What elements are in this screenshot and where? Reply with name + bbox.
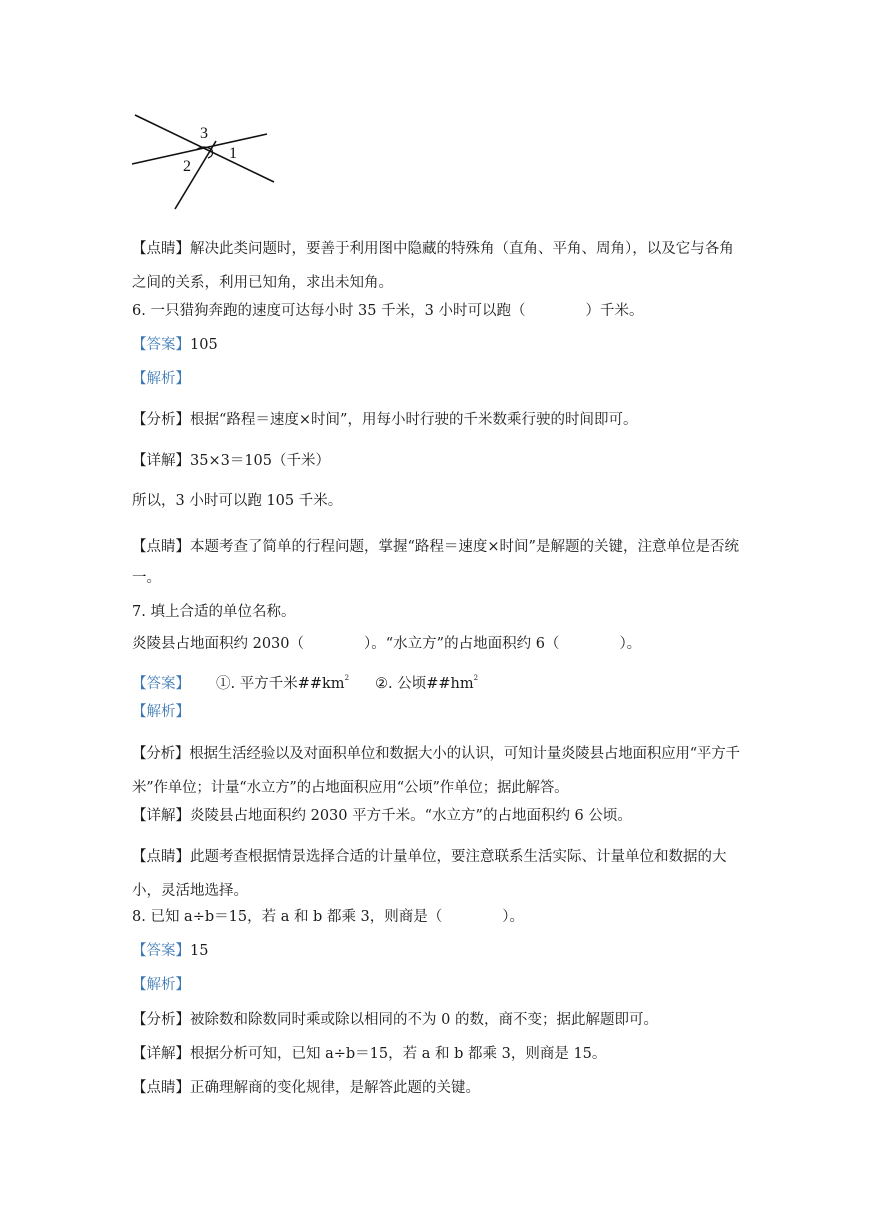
q8-question-start: 8. 已知 a÷b＝15，若 a 和 b 都乘 3，则商是（ [132,909,443,925]
intersecting-lines-figure [128,108,280,214]
q7-tip [132,840,742,908]
answer-tag: 【答案】 [132,676,190,692]
answer-2: ②. 公顷##hm [375,676,474,692]
answer-tag: 【答案】 [132,337,190,353]
q8-tip [132,1078,480,1098]
q7-question: 7. 填上合适的单位名称。 [132,604,296,620]
q6-question-start: 6. 一只猎狗奔跑的速度可达每小时 35 千米，3 小时可以跑（ [132,303,526,319]
tip-text: 正确理解商的变化规律，是解答此题的关键。 [190,1080,480,1096]
q7-sub-start: 炎陵县占地面积约 2030（ [132,636,305,652]
detail-text: 35×3＝105（千米） [190,453,331,469]
angle-label-1: 1 [229,145,237,162]
fenxi-text: 根据生活经验以及对面积单位和数据大小的认识，可知计量炎陵县占地面积应用“平方千米”作单位；计量“水立方”的占地面积应用“公顷”作单位；据此解答。 [132,746,740,796]
detail-tag: 【详解】 [132,808,190,824]
answer-1-superscript: 2 [344,674,350,682]
answer-value: 105 [190,337,218,353]
q7-answer [132,668,478,694]
fenxi-tag: 【分析】 [132,412,190,428]
q7-analysis-tag: 【解析】 [132,704,190,720]
answer-tag: 【答案】 [132,943,190,959]
tip-text: 此题考查根据情景选择合适的计量单位，要注意联系生活实际、计量单位和数据的大小，灵活地选择。 [132,849,727,899]
q6-fenxi [132,410,637,430]
q8-analysis-tag: 【解析】 [132,977,190,993]
q8-question [132,907,524,927]
fenxi-tag: 【分析】 [132,1012,190,1028]
fenxi-text: 被除数和除数同时乘或除以相同的不为 0 的数，商不变；据此解题即可。 [190,1012,658,1028]
fenxi-tag: 【分析】 [132,746,190,762]
tip-tag: 【点睛】 [132,1080,190,1096]
q8-question-end: ）。 [502,909,525,925]
answer-2-superscript: 2 [473,674,479,682]
q7-fenxi [132,737,742,805]
tip-tag: 【点睛】 [132,241,190,257]
q8-detail [132,1044,606,1064]
q6-tip [132,532,742,594]
angle-label-2: 2 [183,158,191,175]
q6-analysis-tag: 【解析】 [132,371,190,387]
answer-value: 15 [190,943,209,959]
q8-answer [132,941,208,961]
angle-label-3: 3 [200,125,208,142]
q8-fenxi [132,1010,658,1030]
line-steep [175,141,216,209]
q7-detail [132,806,632,826]
q7-subquestion [132,634,641,654]
tip-tag: 【点睛】 [132,539,190,555]
q7-sub-end: ）。 [619,636,642,652]
q6-conclusion: 所以，3 小时可以跑 105 千米。 [132,493,343,509]
detail-text: 根据分析可知，已知 a÷b＝15，若 a 和 b 都乘 3，则商是 15。 [190,1046,607,1062]
tip-text: 解决此类问题时，要善于利用图中隐藏的特殊角（直角、平角、周角），以及它与各角之间的关系，利用已知角，求出未知角。 [132,241,734,291]
q6-question-end: ）千米。 [585,303,644,319]
q6-question [132,301,643,321]
q5-tip [132,232,742,300]
detail-tag: 【详解】 [132,1046,190,1062]
q6-answer [132,335,218,355]
fenxi-text: 根据“路程＝速度×时间”，用每小时行驶的千米数乘行驶的时间即可。 [190,412,638,428]
q7-sub-middle: ）。“水立方”的占地面积约 6（ [364,636,560,652]
q6-detail [132,451,330,471]
tip-text: 本题考查了简单的行程问题，掌握“路程＝速度×时间”是解题的关键，注意单位是否统一。 [132,539,739,586]
answer-1: ①. 平方千米##km [216,676,345,692]
tip-tag: 【点睛】 [132,849,190,865]
detail-text: 炎陵县占地面积约 2030 平方千米。“水立方”的占地面积约 6 公顷。 [190,808,632,824]
detail-tag: 【详解】 [132,453,190,469]
